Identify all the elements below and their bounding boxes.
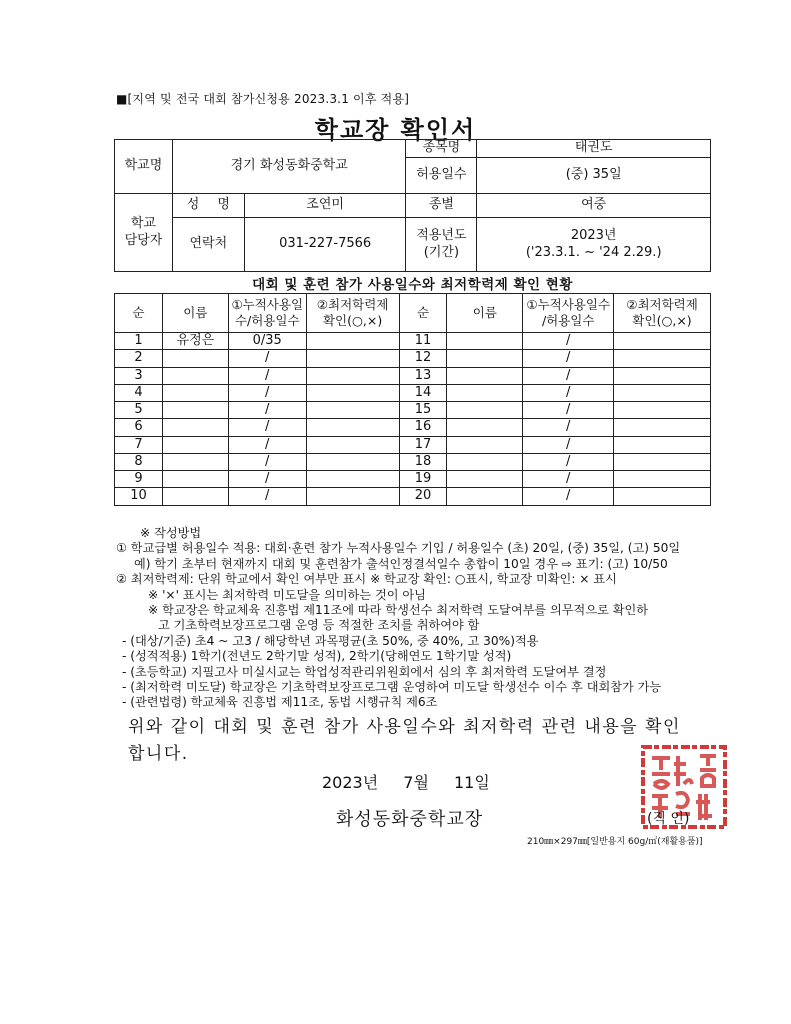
school-info-table — [114, 139, 711, 272]
name-label: 성 명 — [172, 194, 244, 218]
table-cell-days: / — [228, 367, 306, 384]
table-cell-days: / — [228, 471, 306, 488]
table-cell-check — [306, 436, 399, 453]
table-cell-no: 4 — [115, 384, 163, 401]
table-cell-no: 3 — [115, 367, 163, 384]
table-cell-no: 2 — [115, 350, 163, 367]
issue-date: 2023년 7월 11일 — [322, 773, 490, 792]
table-cell-days: / — [228, 384, 306, 401]
table-cell-days: / — [523, 350, 614, 367]
note-line: - (대상/기준) 초4 ~ 고3 / 해당학년 과목평균(초 50%, 중 40%, 고 30%)적용 — [122, 633, 539, 648]
table-row — [115, 453, 711, 470]
table-cell-no: 6 — [115, 419, 163, 436]
event-value: 태권도 — [477, 140, 711, 158]
table-row — [115, 402, 711, 419]
header-no-left: 순 — [115, 294, 163, 333]
table-cell-name — [162, 471, 228, 488]
note-line: ※ '×' 표시는 최저학력 미도달을 의미하는 것이 아님 — [148, 587, 426, 602]
table-cell-days: / — [523, 384, 614, 401]
note-line: ※ 학교장은 학교체육 진흥법 제11조에 따라 학생선수 최저학력 도달여부를 의무적으로 확인하 — [148, 603, 649, 618]
table-cell-days: 0/35 — [228, 333, 306, 350]
table-cell-no: 9 — [115, 471, 163, 488]
note-line: - (초등학교) 지필고사 미실시교는 학업성적관리위원회에서 심의 후 최저학력 도달여부 결정 — [122, 664, 607, 679]
header-check-right: ②최저학력제 확인(○,×) — [614, 294, 711, 333]
table-cell-check — [306, 471, 399, 488]
table-cell-name — [162, 488, 228, 505]
note-line: ① 학교급별 허용일수 적용: 대회·훈련 참가 누적사용일수 기입 / 허용일수 (초) 20일, (중) 35일, (고) 50일 — [116, 541, 681, 556]
allowed-days-label: 허용일수 — [406, 158, 477, 194]
instructions — [116, 526, 716, 711]
section-heading: 대회 및 훈련 참가 사용일수와 최저학력제 확인 현황 — [252, 277, 573, 293]
table-cell-no: 11 — [399, 333, 447, 350]
table-cell-no: 16 — [399, 419, 447, 436]
period-cell — [477, 218, 711, 272]
table-cell-days: / — [523, 419, 614, 436]
period-year: 2023년 — [570, 228, 617, 244]
gender-value: 여중 — [477, 194, 711, 218]
event-label: 종목명 — [406, 140, 477, 158]
table-cell-days: / — [523, 471, 614, 488]
table-cell-check — [614, 419, 711, 436]
table-cell-no: 15 — [399, 402, 447, 419]
table-cell-check — [614, 436, 711, 453]
header-name-left: 이름 — [162, 294, 228, 333]
table-cell-check — [614, 333, 711, 350]
table-cell-name — [447, 436, 523, 453]
table-cell-name — [162, 402, 228, 419]
note-line: - (최저학력 미도달) 학교장은 기초학력보장프로그램 운영하여 미도달 학생선수 이수 후 대회참가 가능 — [122, 680, 662, 695]
table-row — [115, 350, 711, 367]
table-cell-check — [614, 402, 711, 419]
period-range: ('23.3.1. ~ '24 2.29.) — [525, 244, 662, 260]
table-cell-name — [447, 471, 523, 488]
table-cell-name — [447, 350, 523, 367]
table-cell-check — [306, 384, 399, 401]
table-row — [115, 333, 711, 350]
note-line: ② 최저학력제: 단위 학교에서 확인 여부만 표시 ※ 학교장 확인: ○표시, 학교장 미확인: × 표시 — [116, 572, 617, 587]
school-name-value: 경기 화성동화중학교 — [172, 140, 406, 194]
usage-table-body — [115, 333, 711, 506]
table-cell-days: / — [523, 367, 614, 384]
table-cell-name: 유정은 — [162, 333, 228, 350]
table-cell-check — [614, 367, 711, 384]
table-cell-name — [447, 453, 523, 470]
table-cell-name — [162, 453, 228, 470]
table-cell-no: 14 — [399, 384, 447, 401]
contact-value: 031-227-7566 — [244, 218, 406, 272]
table-cell-no: 20 — [399, 488, 447, 505]
table-cell-name — [162, 436, 228, 453]
notes-heading: ※ 작성방법 — [140, 526, 202, 540]
table-cell-no: 17 — [399, 436, 447, 453]
table-cell-check — [614, 384, 711, 401]
seal-label: (직 인) — [647, 811, 690, 827]
table-cell-name — [162, 350, 228, 367]
table-cell-check — [306, 333, 399, 350]
note-line: 예) 학기 초부터 현재까지 대회 및 훈련참가 출석인정결석일수 총합이 10일 경우 ⇨ 표기: (고) 10/50 — [134, 556, 668, 571]
table-row — [115, 436, 711, 453]
table-cell-name — [447, 402, 523, 419]
table-cell-check — [306, 419, 399, 436]
school-name-label: 학교명 — [115, 140, 173, 194]
usage-table — [114, 293, 711, 506]
table-cell-check — [306, 367, 399, 384]
table-cell-name — [447, 384, 523, 401]
document-title: 학교장 확인서 — [314, 116, 477, 144]
name-value: 조연미 — [244, 194, 406, 218]
table-cell-days: / — [523, 436, 614, 453]
header-note: ■[지역 및 전국 대회 참가신청용 2023.3.1 이후 적용] — [116, 92, 410, 106]
paper-spec: 210㎜×297㎜[일반용지 60g/㎡(재활용품)] — [527, 837, 703, 847]
header-days-right: ①누적사용일수 /허용일수 — [523, 294, 614, 333]
table-cell-days: / — [228, 350, 306, 367]
confirmation-statement: 위와 같이 대회 및 훈련 참가 사용일수와 최저학력 관련 내용을 확인 합니다. — [128, 717, 681, 764]
table-row — [115, 488, 711, 505]
table-cell-no: 12 — [399, 350, 447, 367]
table-cell-days: / — [228, 402, 306, 419]
table-cell-name — [162, 384, 228, 401]
table-cell-no: 19 — [399, 471, 447, 488]
table-cell-name — [447, 367, 523, 384]
table-cell-no: 13 — [399, 367, 447, 384]
period-label: 적용년도 (기간) — [406, 218, 477, 272]
table-cell-check — [614, 350, 711, 367]
table-cell-check — [306, 350, 399, 367]
table-cell-check — [306, 402, 399, 419]
table-cell-no: 10 — [115, 488, 163, 505]
table-cell-name — [447, 488, 523, 505]
table-cell-days: / — [228, 453, 306, 470]
table-row — [115, 384, 711, 401]
header-check-left: ②최저학력제 확인(○,×) — [306, 294, 399, 333]
table-cell-check — [306, 488, 399, 505]
signer-name: 화성동화중학교장 — [336, 809, 484, 830]
header-no-right: 순 — [399, 294, 447, 333]
table-cell-no: 18 — [399, 453, 447, 470]
table-cell-check — [614, 488, 711, 505]
table-row — [115, 367, 711, 384]
table-cell-days: / — [228, 419, 306, 436]
table-row — [115, 471, 711, 488]
table-cell-name — [162, 419, 228, 436]
table-cell-days: / — [523, 402, 614, 419]
table-cell-check — [306, 453, 399, 470]
table-cell-days: / — [523, 453, 614, 470]
table-cell-name — [447, 333, 523, 350]
contact-label: 연락처 — [172, 218, 244, 272]
gender-label: 종별 — [406, 194, 477, 218]
table-cell-days: / — [523, 333, 614, 350]
table-cell-no: 1 — [115, 333, 163, 350]
allowed-days-value: (중) 35일 — [477, 158, 711, 194]
table-cell-name — [162, 367, 228, 384]
note-line: - (성적적용) 1학기(전년도 2학기말 성적), 2학기(당해연도 1학기말 성적) — [122, 649, 512, 664]
table-row — [115, 419, 711, 436]
table-cell-days: / — [228, 436, 306, 453]
table-cell-check — [614, 453, 711, 470]
note-line: - (관련법령) 학교체육 진흥법 제11조, 동법 시행규칙 제6조 — [122, 695, 438, 710]
header-days-left: ①누적사용일 수/허용일수 — [228, 294, 306, 333]
table-cell-no: 8 — [115, 453, 163, 470]
table-cell-no: 5 — [115, 402, 163, 419]
table-cell-no: 7 — [115, 436, 163, 453]
table-cell-days: / — [523, 488, 614, 505]
staff-label: 학교 담당자 — [115, 194, 173, 272]
note-line: 고 기초학력보장프로그램 운영 등 적절한 조치를 취하여야 함 — [158, 618, 480, 633]
table-cell-check — [614, 471, 711, 488]
header-name-right: 이름 — [447, 294, 523, 333]
table-cell-name — [447, 419, 523, 436]
table-cell-days: / — [228, 488, 306, 505]
